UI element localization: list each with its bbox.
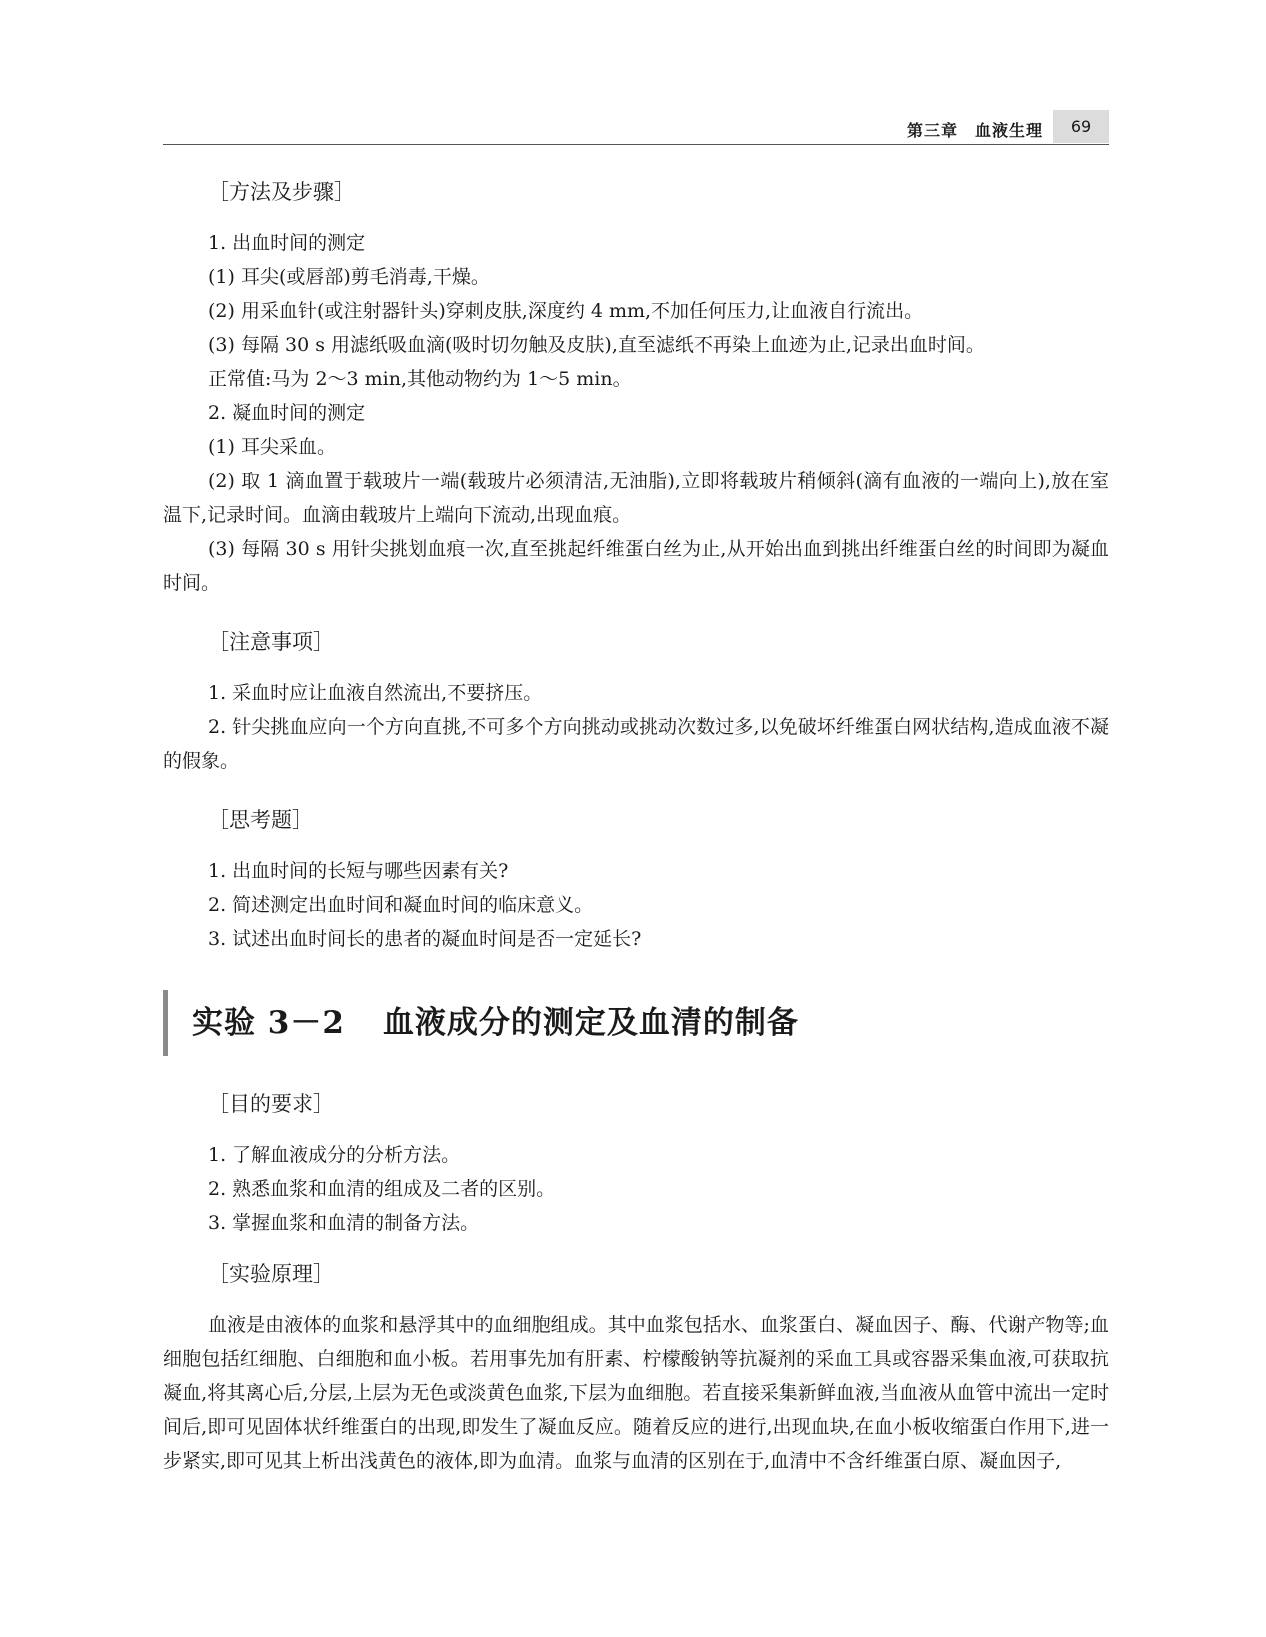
methods-line: (1) 耳尖采血。 — [208, 436, 336, 458]
objectives-heading: ［目的要求］ — [208, 1092, 334, 1116]
principle-heading: ［实验原理］ — [208, 1262, 334, 1286]
running-header — [163, 110, 1109, 145]
chapter-title: 第三章 血液生理 — [906, 121, 1043, 140]
methods-line: (2) 取 1 滴血置于载玻片一端(载玻片必须清洁,无油脂),立即将载玻片稍倾斜(滴有血液的一端向上),放在室温下,记录时间。血滴由载玻片上端向下流动,出现血痕。 — [163, 470, 1109, 526]
principle-paragraph: 血液是由液体的血浆和悬浮其中的血细胞组成。其中血浆包括水、血浆蛋白、凝血因子、酶、代谢产物等;血细胞包括红细胞、白细胞和血小板。若用事先加有肝素、柠檬酸钠等抗凝剂的采血工具或容器采集血液,可获取抗凝血,将其离心后,分层,上层为无色或淡黄色血浆,下层为血细胞。若直接采集新鲜血液,当血液从血管中流出一定时间后,即可见固体状纤维蛋白的出现,即发生了凝血反应。随着反应的进行,出现血块,在血小板收缩蛋白作用下,进一步紧实,即可见其上析出浅黄色的液体,即为血清。血浆与血清的区别在于,血清中不含纤维蛋白原、凝血因子, — [163, 1314, 1109, 1472]
notes-line: 1. 采血时应让血液自然流出,不要挤压。 — [208, 682, 543, 704]
question-line: 3. 试述出血时间长的患者的凝血时间是否一定延长? — [208, 928, 642, 950]
page-body — [163, 172, 1109, 1478]
objective-line: 2. 熟悉血浆和血清的组成及二者的区别。 — [208, 1178, 556, 1200]
methods-line: (1) 耳尖(或唇部)剪毛消毒,干燥。 — [208, 266, 490, 288]
methods-line: (2) 用采血针(或注射器针头)穿刺皮肤,深度约 4 mm,不加任何压力,让血液自行流出。 — [208, 300, 924, 322]
question-line: 2. 简述测定出血时间和凝血时间的临床意义。 — [208, 894, 594, 916]
notes-heading: ［注意事项］ — [208, 630, 334, 654]
experiment-name: 血液成分的测定及血清的制备 — [382, 1005, 799, 1041]
questions-heading: ［思考题］ — [208, 808, 313, 832]
page-number: 69 — [1053, 110, 1109, 143]
objective-line: 3. 掌握血浆和血清的制备方法。 — [208, 1212, 480, 1234]
methods-line: 正常值:马为 2～3 min,其他动物约为 1～5 min。 — [208, 368, 632, 390]
notes-line: 2. 针尖挑血应向一个方向直挑,不可多个方向挑动或挑动次数过多,以免破坏纤维蛋白网状结构,造成血液不凝的假象。 — [163, 716, 1109, 772]
methods-line: (3) 每隔 30 s 用滤纸吸血滴(吸时切勿触及皮肤),直至滤纸不再染上血迹为止,记录出血时间。 — [208, 334, 985, 356]
methods-line: 1. 出血时间的测定 — [208, 232, 366, 254]
question-line: 1. 出血时间的长短与哪些因素有关? — [208, 860, 509, 882]
experiment-title — [163, 990, 1109, 1056]
methods-line: (3) 每隔 30 s 用针尖挑划血痕一次,直至挑起纤维蛋白丝为止,从开始出血到挑出纤维蛋白丝的时间即为凝血时间。 — [163, 538, 1109, 594]
experiment-number: 实验 3－2 — [192, 1005, 345, 1041]
methods-heading: ［方法及步骤］ — [208, 180, 355, 204]
methods-line: 2. 凝血时间的测定 — [208, 402, 366, 424]
objective-line: 1. 了解血液成分的分析方法。 — [208, 1144, 461, 1166]
